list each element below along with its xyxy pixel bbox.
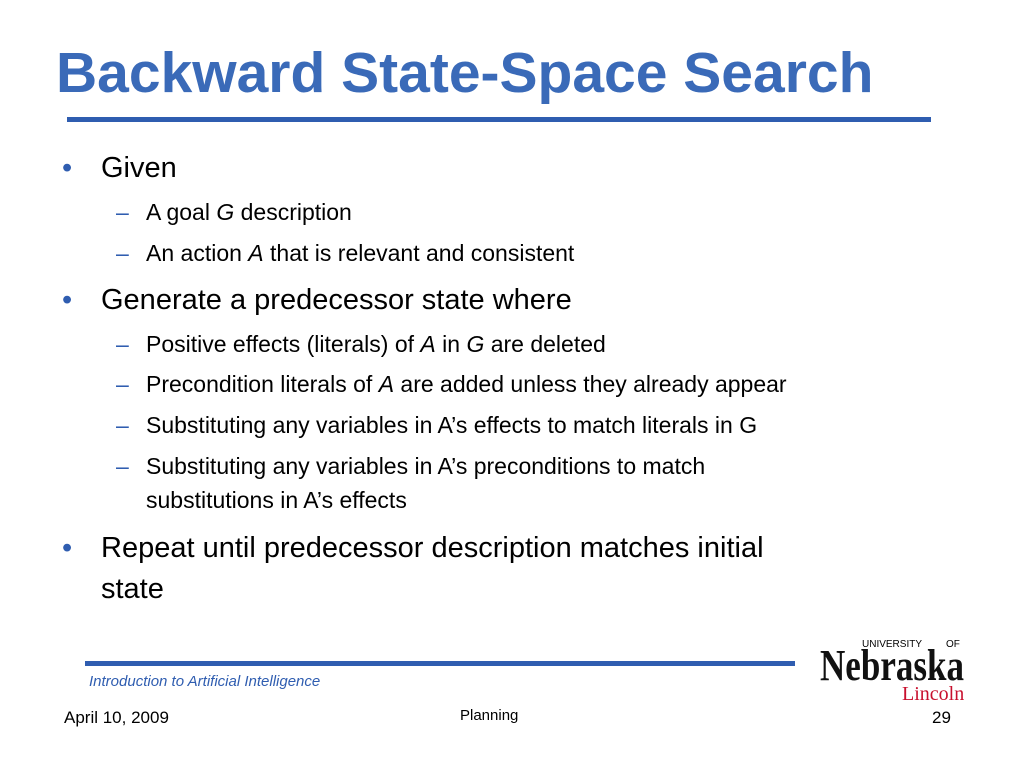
bullet-marker: • — [62, 152, 73, 184]
bullet-text — [101, 531, 764, 565]
dash-marker: – — [116, 412, 129, 438]
dash-marker: – — [116, 331, 129, 357]
text-run: state — [101, 573, 164, 605]
page-number: 29 — [932, 708, 951, 727]
slide-title: Backward State-Space Search — [56, 41, 874, 105]
text-run: substitutions in A’s effects — [146, 487, 407, 513]
section-label: Planning — [460, 707, 519, 724]
text-run: A goal — [146, 199, 217, 225]
text-run: Precondition literals of — [146, 371, 379, 397]
bullet-text — [146, 198, 352, 226]
university-logo — [818, 634, 968, 702]
bullet-text — [101, 283, 572, 317]
dash-marker: – — [116, 240, 129, 266]
text-run: Generate a predecessor state where — [101, 284, 572, 316]
text-run: Substituting any variables in A’s effects to match literals in G — [146, 412, 758, 438]
bullet-text — [146, 452, 705, 480]
bullet-text — [101, 151, 177, 185]
logo-name-text: Nebraska — [820, 641, 964, 690]
text-run: An action — [146, 240, 249, 266]
logo-of-text: OF — [946, 639, 960, 650]
text-run: in — [435, 331, 467, 357]
bullet-marker: • — [62, 284, 73, 316]
text-run: are added unless they already appear — [394, 371, 787, 397]
footer-rule — [85, 661, 795, 666]
italic-symbol: G — [466, 331, 485, 357]
text-run: Substituting any variables in A’s preconditions to match — [146, 453, 706, 479]
bullet-text — [101, 572, 164, 606]
text-run: Given — [101, 152, 177, 184]
dash-marker: – — [116, 453, 129, 479]
logo-university-text: UNIVERSITY — [862, 639, 923, 650]
italic-symbol: G — [216, 199, 235, 225]
bullet-text — [146, 239, 574, 267]
text-run: are deleted — [484, 331, 606, 357]
italic-symbol: A — [378, 371, 395, 397]
course-name: Introduction to Artificial Intelligence — [89, 673, 321, 690]
slide-date: April 10, 2009 — [64, 708, 169, 727]
italic-symbol: A — [248, 240, 264, 266]
title-underline — [67, 117, 931, 122]
bullet-text — [146, 330, 606, 358]
bullet-text — [146, 411, 757, 439]
bullet-text — [146, 370, 787, 398]
text-run: that is relevant and consistent — [263, 240, 575, 266]
dash-marker: – — [116, 199, 129, 225]
text-run: description — [234, 199, 352, 225]
text-run: Repeat until predecessor description matches initial — [101, 532, 764, 564]
italic-symbol: A — [420, 331, 436, 357]
dash-marker: – — [116, 371, 129, 397]
text-run: Positive effects (literals) of — [146, 331, 421, 357]
logo-campus-text: Lincoln — [902, 683, 965, 702]
bullet-marker: • — [62, 532, 73, 564]
bullet-text — [146, 486, 407, 514]
